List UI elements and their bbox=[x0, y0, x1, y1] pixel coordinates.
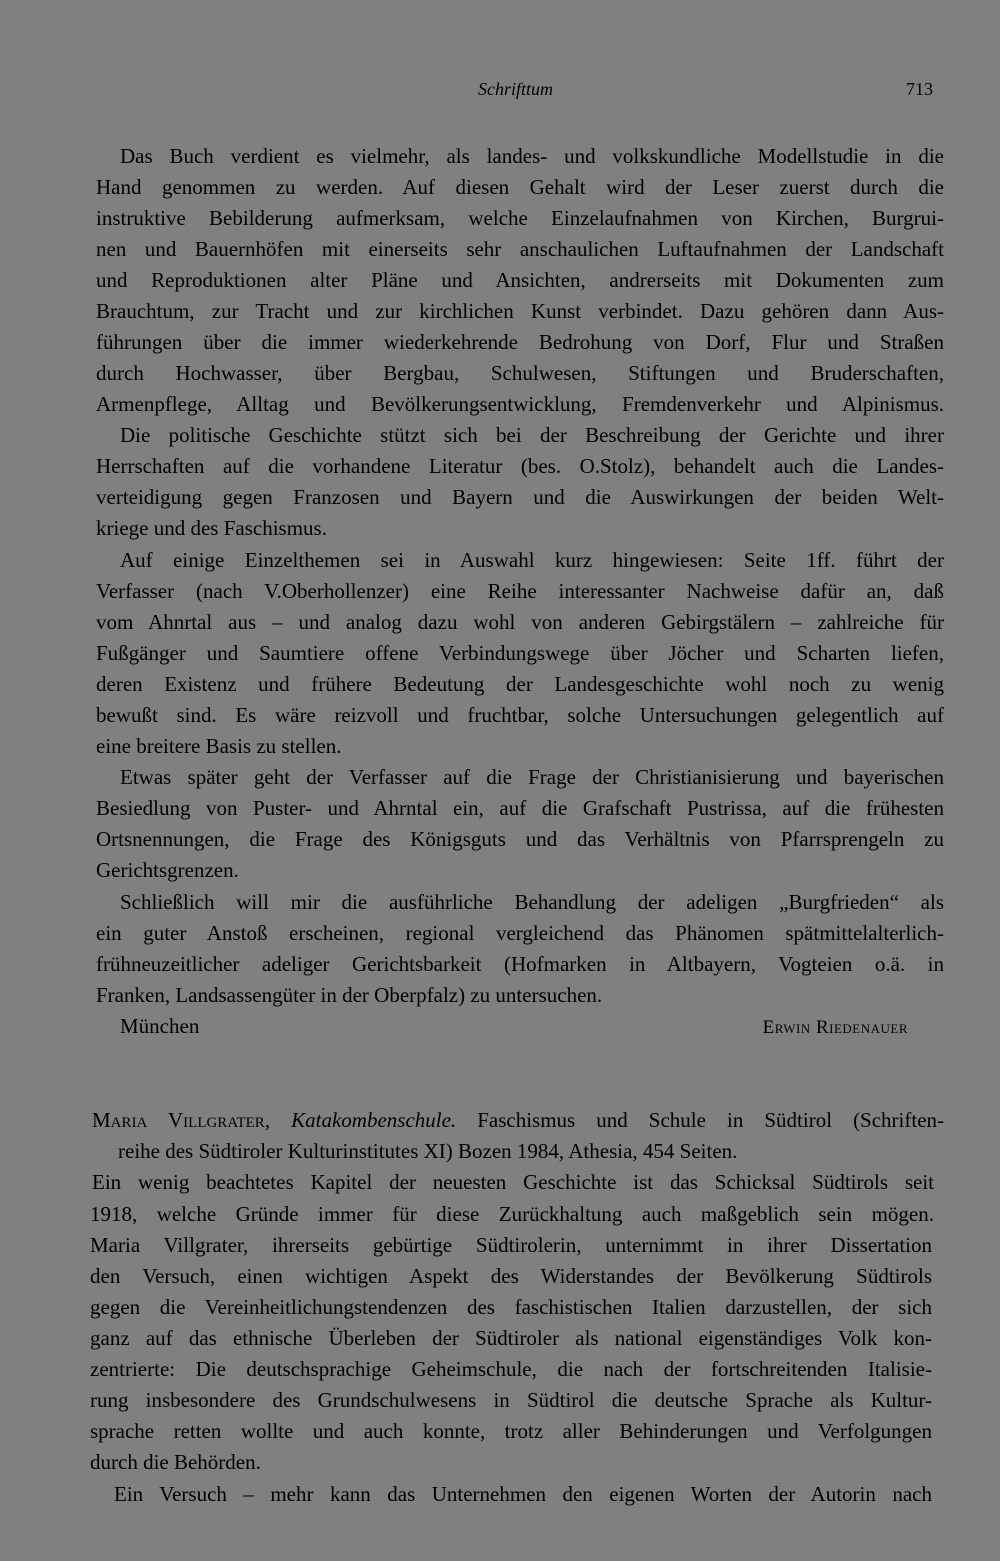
citation-line-2: reihe des Südtiroler Kulturinstitutes XI) Bozen 1984, Athesia, 454 Seiten. bbox=[118, 1139, 738, 1163]
text-line: deren Existenz und frühere Bedeutung der Landesgeschichte wohl noch zu wenig bbox=[96, 672, 944, 696]
text-line: ganz auf das ethnische Überleben der Südtiroler als national eigenständiges Volk kon- bbox=[90, 1326, 932, 1350]
page-number: 713 bbox=[906, 79, 933, 99]
text-line: gegen die Vereinheitlichungstendenzen des faschistischen Italien darzustellen, der sich bbox=[90, 1295, 932, 1319]
text-line: rung insbesondere des Grundschulwesens in Südtirol die deutsche Sprache als Kultur- bbox=[90, 1388, 932, 1412]
text-line: Schließlich will mir die ausführliche Behandlung der adeligen „Burgfrieden“ als bbox=[120, 890, 944, 914]
text-line: Ein Versuch – mehr kann das Unternehmen den eigenen Worten der Autorin nach bbox=[114, 1482, 932, 1506]
text-line: Etwas später geht der Verfasser auf die Frage der Christianisierung und bayerischen bbox=[120, 765, 944, 789]
text-line: zentrierte: Die deutschsprachige Geheimschule, die nach der fortschreitenden Italisie- bbox=[90, 1357, 932, 1381]
text-line: 1918, welche Gründe immer für diese Zurückhaltung auch maßgeblich sein mögen. bbox=[90, 1202, 934, 1226]
book-citation: Faschismus und Schule in Südtirol (Schriften- bbox=[477, 1108, 945, 1132]
book-title: Katakombenschule. bbox=[291, 1108, 457, 1132]
text-line: Gerichtsgrenzen. bbox=[96, 858, 239, 882]
reviewer-name: Erwin Riedenauer bbox=[762, 1017, 908, 1038]
text-line: Franken, Landsassengüter in der Oberpfalz) zu untersuchen. bbox=[96, 983, 603, 1007]
text-line: Armenpflege, Alltag und Bevölkerungsentwicklung, Fremdenverkehr und Alpinismus. bbox=[96, 392, 944, 416]
text-line: vom Ahnrtal aus – und analog dazu wohl von anderen Gebirgstälern – zahlreiche für bbox=[96, 610, 944, 634]
text-line: frühneuzeitlicher adeliger Gerichtsbarkeit (Hofmarken in Altbayern, Vogteien o.ä. in bbox=[96, 952, 944, 976]
text-line: Ein wenig beachtetes Kapitel der neuesten Geschichte ist das Schicksal Südtirols seit bbox=[92, 1170, 934, 1194]
text-line: Das Buch verdient es vielmehr, als landes- und volkskundliche Modellstudie in die bbox=[120, 144, 944, 168]
review-place: München bbox=[120, 1014, 200, 1038]
text-line: Die politische Geschichte stützt sich bei der Beschreibung der Gerichte und ihrer bbox=[120, 423, 944, 447]
text-line: Ortsnennungen, die Frage des Königsguts und das Verhältnis von Pfarrsprengeln zu bbox=[96, 827, 944, 851]
text-line: und Reproduktionen alter Pläne und Ansichten, andrerseits mit Dokumenten zum bbox=[96, 268, 944, 292]
text-line: verteidigung gegen Franzosen und Bayern und die Auswirkungen der beiden Welt- bbox=[96, 485, 944, 509]
text-line: kriege und des Faschismus. bbox=[96, 516, 327, 540]
text-line: Hand genommen zu werden. Auf diesen Gehalt wird der Leser zuerst durch die bbox=[96, 175, 944, 199]
text-line: durch die Behörden. bbox=[90, 1450, 261, 1474]
text-line: sprache retten wollte und auch konnte, trotz aller Behinderungen und Verfolgungen bbox=[90, 1419, 932, 1443]
text-line: ein guter Anstoß erscheinen, regional vergleichend das Phänomen spätmittelalterlich- bbox=[96, 921, 944, 945]
running-head: Schrifttum bbox=[478, 79, 553, 99]
text-line: eine breitere Basis zu stellen. bbox=[96, 734, 342, 758]
text-line: den Versuch, einen wichtigen Aspekt des Widerstandes der Bevölkerung Südtirols bbox=[90, 1264, 932, 1288]
text-line: führungen über die immer wiederkehrende Bedrohung von Dorf, Flur und Straßen bbox=[96, 330, 944, 354]
text-line: instruktive Bebilderung aufmerksam, welche Einzelaufnahmen von Kirchen, Burgrui- bbox=[96, 206, 944, 230]
text-line: nen und Bauernhöfen mit einerseits sehr anschaulichen Luftaufnahmen der Landschaft bbox=[96, 237, 944, 261]
citation-line bbox=[92, 1110, 944, 1131]
text-line: Brauchtum, zur Tracht und zur kirchlichen Kunst verbindet. Dazu gehören dann Aus- bbox=[96, 299, 944, 323]
text-line: Besiedlung von Puster- und Ahrntal ein, auf die Grafschaft Pustrissa, auf die frühesten bbox=[96, 796, 944, 820]
book-author: Maria Villgrater, bbox=[92, 1108, 271, 1132]
text-line: Verfasser (nach V.Oberhollenzer) eine Reihe interessanter Nachweise dafür an, daß bbox=[96, 579, 944, 603]
text-line: durch Hochwasser, über Bergbau, Schulwesen, Stiftungen und Bruderschaften, bbox=[96, 361, 944, 385]
text-line: Herrschaften auf die vorhandene Literatur (bes. O.Stolz), behandelt auch die Landes- bbox=[96, 454, 944, 478]
text-line: bewußt sind. Es wäre reizvoll und fruchtbar, solche Untersuchungen gelegentlich auf bbox=[96, 703, 944, 727]
text-line: Fußgänger und Saumtiere offene Verbindungswege über Jöcher und Scharten liefen, bbox=[96, 641, 944, 665]
text-line: Maria Villgrater, ihrerseits gebürtige Südtirolerin, unternimmt in ihrer Dissertation bbox=[90, 1233, 932, 1257]
text-line: Auf einige Einzelthemen sei in Auswahl kurz hingewiesen: Seite 1ff. führt der bbox=[120, 548, 944, 572]
